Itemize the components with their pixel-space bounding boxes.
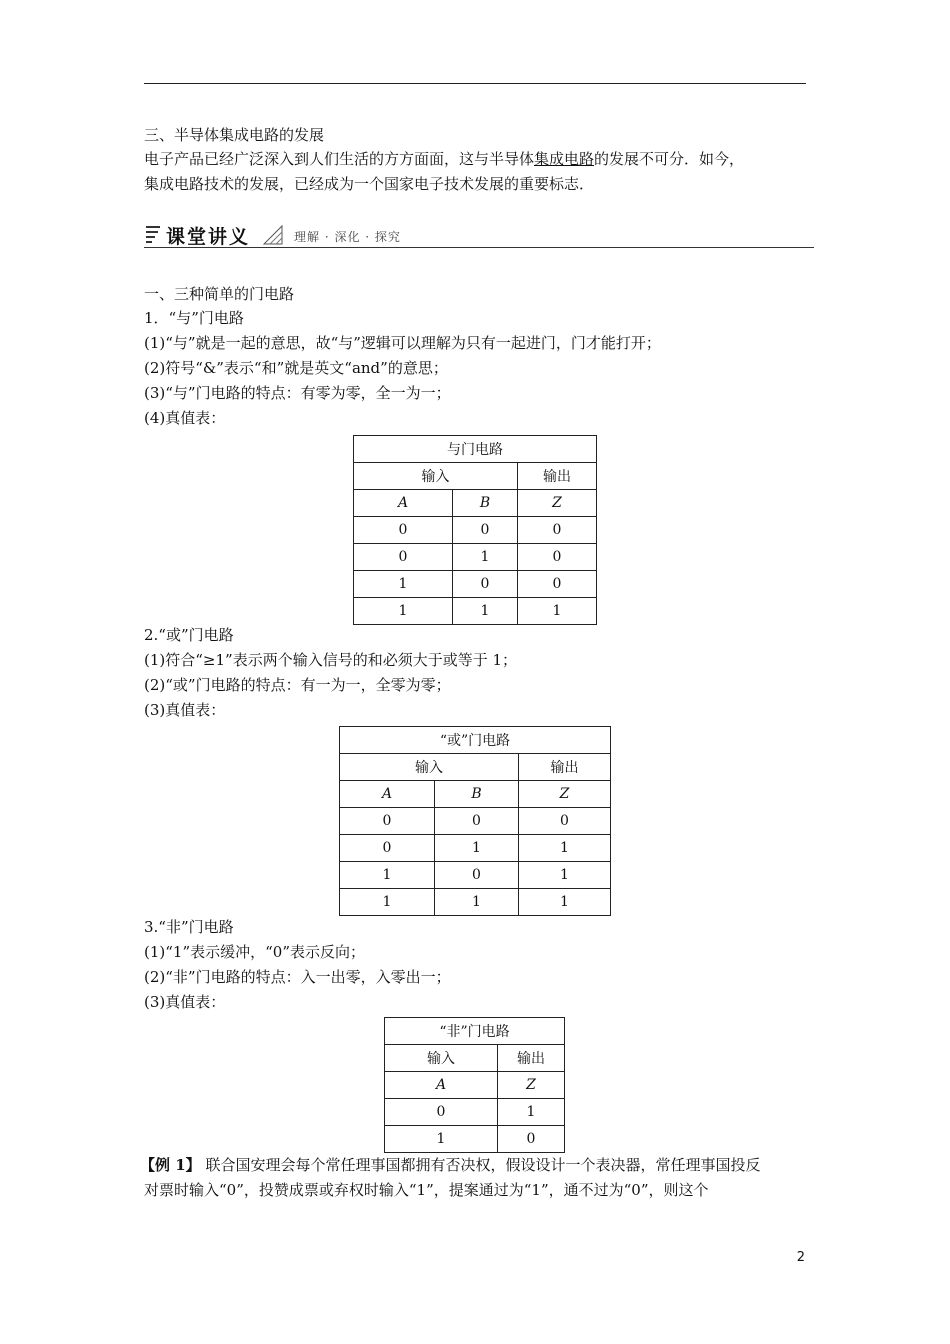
table-row: [340, 889, 611, 916]
table-cell: 0: [518, 517, 597, 544]
table-col-z: Z: [518, 490, 597, 517]
table-col-a: A: [354, 490, 453, 517]
table-col-b: B: [435, 781, 519, 808]
table-cell: 1: [340, 862, 435, 889]
table-cell: 0: [498, 1126, 565, 1153]
or-truth-table: [339, 726, 611, 916]
table-cell: 1: [435, 835, 519, 862]
table-row: [340, 808, 611, 835]
and-gate-line: (4)真值表：: [144, 409, 226, 427]
part-heading: 一、三种简单的门电路: [144, 285, 295, 303]
table-header-input: 输入: [385, 1045, 498, 1072]
table-row: [340, 862, 611, 889]
or-gate-line: (1)符合“≥1”表示两个输入信号的和必须大于或等于 1；: [144, 651, 518, 669]
example-label: 【例 1】: [140, 1156, 201, 1174]
table-header-output: 输出: [518, 463, 597, 490]
table-cell: 1: [435, 889, 519, 916]
or-gate-line: (3)真值表：: [144, 701, 226, 719]
table-row: [354, 598, 597, 625]
header-rule: [144, 83, 806, 84]
section-banner-title: 课堂讲义: [166, 226, 251, 248]
section-banner-rule: [144, 247, 814, 248]
table-cell: 1: [519, 889, 611, 916]
text-run: 电子产品已经广泛深入到人们生活的方方面面，这与半导体: [144, 150, 535, 168]
table-title: “或”门电路: [340, 727, 611, 754]
table-cell: 0: [340, 835, 435, 862]
not-truth-table: [384, 1017, 565, 1153]
paragraph-line: 集成电路技术的发展，已经成为一个国家电子技术发展的重要标志．: [144, 175, 595, 193]
table-cell: 1: [385, 1126, 498, 1153]
table-cell: 0: [518, 571, 597, 598]
page-number: 2: [796, 1250, 805, 1265]
table-header-output: 输出: [519, 754, 611, 781]
table-cell: 0: [518, 544, 597, 571]
table-cell: 1: [354, 598, 453, 625]
example-line: 对票时输入“0”，投赞成票或弃权时输入“1”，提案通过为“1”，通不过为“0”，则这个: [144, 1181, 709, 1199]
table-col-z: Z: [519, 781, 611, 808]
and-gate-title: 1．“与”门电路: [144, 309, 244, 327]
table-cell: 1: [519, 835, 611, 862]
table-header-output: 输出: [498, 1045, 565, 1072]
table-row: [385, 1126, 565, 1153]
table-row: [354, 544, 597, 571]
table-cell: 1: [518, 598, 597, 625]
table-col-a: A: [340, 781, 435, 808]
not-gate-line: (3)真值表：: [144, 993, 226, 1011]
table-cell: 1: [453, 544, 518, 571]
table-cell: 0: [435, 862, 519, 889]
table-col-a: A: [385, 1072, 498, 1099]
table-col-b: B: [453, 490, 518, 517]
and-gate-line: (2)符号“&”表示“和”就是英文“and”的意思；: [144, 359, 448, 377]
not-gate-line: (2)“非”门电路的特点：入一出零，入零出一；: [144, 968, 451, 986]
table-cell: 1: [340, 889, 435, 916]
table-row: [354, 571, 597, 598]
table-cell: 0: [354, 517, 453, 544]
table-cell: 0: [354, 544, 453, 571]
table-cell: 0: [519, 808, 611, 835]
underlined-term: 集成电路: [534, 150, 595, 168]
section-heading-semiconductor: 三、半导体集成电路的发展: [144, 126, 325, 144]
table-row: [340, 835, 611, 862]
table-cell: 1: [354, 571, 453, 598]
stripe-icon: [144, 224, 162, 244]
not-gate-line: (1)“1”表示缓冲，“0”表示反向；: [144, 943, 366, 961]
section-banner-subtitle: 理解 · 深化 · 探究: [294, 230, 401, 244]
wedge-icon: [262, 224, 284, 246]
section-banner: [144, 222, 814, 248]
table-header-input: 输入: [354, 463, 518, 490]
table-cell: 0: [453, 571, 518, 598]
table-row: [385, 1099, 565, 1126]
text-run: 的发展不可分．如今，: [594, 150, 745, 168]
example-line: [140, 1153, 760, 1177]
table-cell: 0: [340, 808, 435, 835]
not-gate-title: 3.“非”门电路: [144, 918, 234, 936]
table-cell: 1: [453, 598, 518, 625]
table-header-input: 输入: [340, 754, 519, 781]
paragraph-line: [144, 147, 744, 171]
and-truth-table: [353, 435, 597, 625]
table-cell: 0: [435, 808, 519, 835]
and-gate-line: (3)“与”门电路的特点：有零为零，全一为一；: [144, 384, 451, 402]
table-col-z: Z: [498, 1072, 565, 1099]
and-gate-line: (1)“与”就是一起的意思，故“与”逻辑可以理解为只有一起进门，门才能打开；: [144, 334, 661, 352]
table-cell: 1: [498, 1099, 565, 1126]
table-row: [354, 517, 597, 544]
table-title: “非”门电路: [385, 1018, 565, 1045]
table-title: 与门电路: [354, 436, 597, 463]
or-gate-line: (2)“或”门电路的特点：有一为一，全零为零；: [144, 676, 451, 694]
table-cell: 1: [519, 862, 611, 889]
table-cell: 0: [453, 517, 518, 544]
text-run: 联合国安理会每个常任理事国都拥有否决权，假设设计一个表决器，常任理事国投反: [200, 1156, 761, 1174]
or-gate-title: 2.“或”门电路: [144, 626, 234, 644]
table-cell: 0: [385, 1099, 498, 1126]
